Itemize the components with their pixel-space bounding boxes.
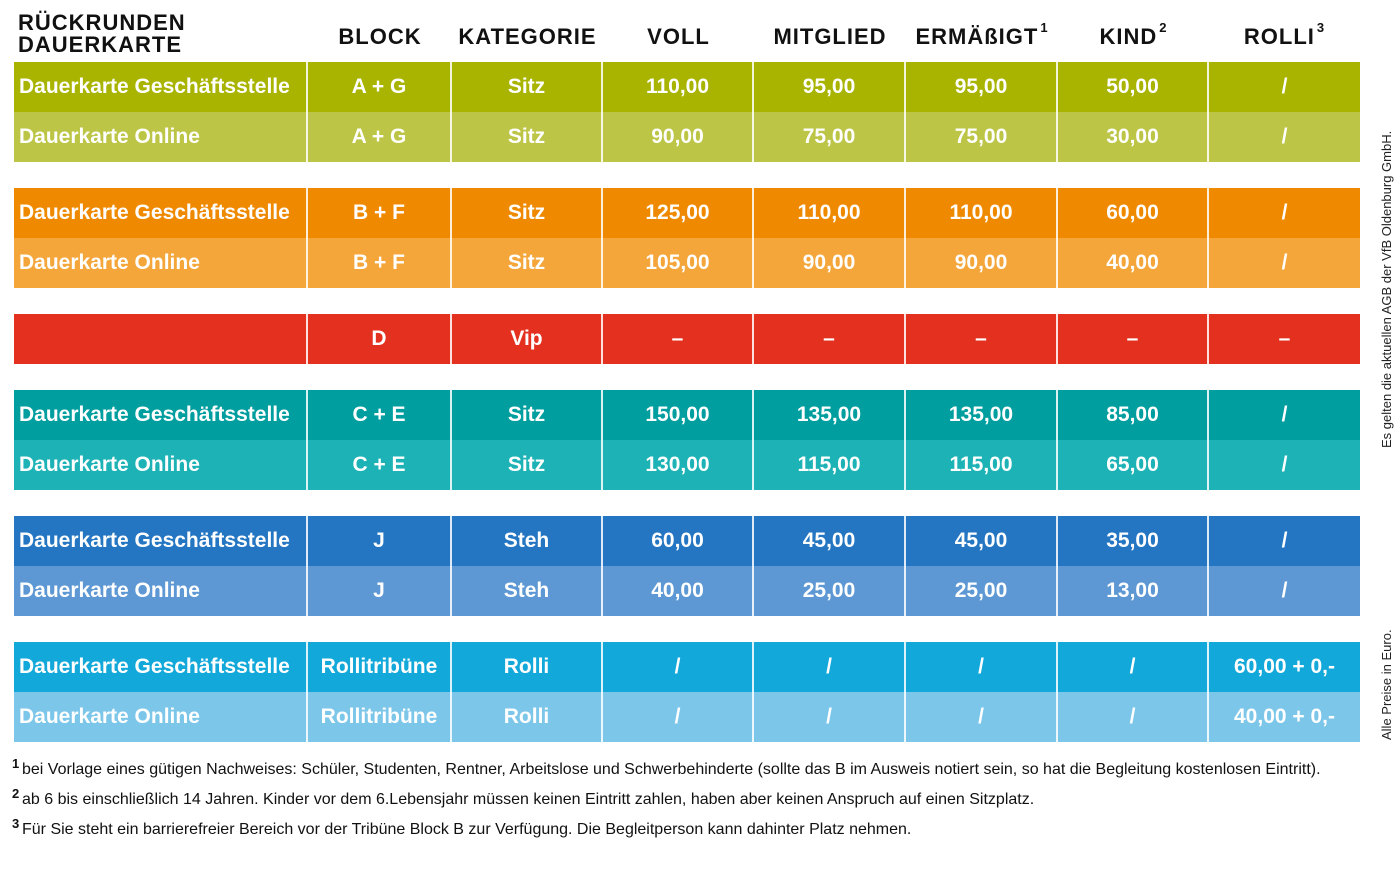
table-cell: A + G	[308, 112, 452, 162]
table-cell: 85,00	[1058, 390, 1209, 440]
table-cell: Rollitribüne	[308, 642, 452, 692]
table-row	[14, 62, 1360, 112]
table-cell: /	[1058, 642, 1209, 692]
table-cell: 95,00	[754, 62, 906, 112]
table-cell: A + G	[308, 62, 452, 112]
title-line-1: RÜCKRUNDEN	[18, 10, 186, 35]
table-cell: 45,00	[754, 516, 906, 566]
table-cell: 30,00	[1058, 112, 1209, 162]
table-cell: 75,00	[754, 112, 906, 162]
table-cell: 25,00	[906, 566, 1058, 616]
row-label: Dauerkarte Online	[14, 238, 308, 288]
table-cell: 110,00	[603, 62, 754, 112]
table-cell: D	[308, 314, 452, 364]
row-label	[14, 314, 308, 364]
table-cell: /	[1209, 188, 1360, 238]
table-cell: Sitz	[452, 112, 603, 162]
table-cell: /	[603, 692, 754, 742]
table-cell: J	[308, 566, 452, 616]
table-row	[14, 642, 1360, 692]
footnotes	[12, 756, 1364, 850]
table-row	[14, 112, 1360, 162]
footnote	[12, 786, 1364, 810]
table-cell: 50,00	[1058, 62, 1209, 112]
table-cell: Steh	[452, 566, 603, 616]
header-block: BLOCK	[338, 24, 422, 49]
table-cell: –	[1209, 314, 1360, 364]
agb-note: Es gelten die aktuellen AGB der VfB Oldenburg GmbH.	[1379, 130, 1394, 448]
table-row	[14, 238, 1360, 288]
table-cell: /	[754, 692, 906, 742]
footnote-text: Für Sie steht ein barrierefreier Bereich vor der Tribüne Block B zur Verfügung. Die Begleitperson kann dahinter Platz nehmen.	[22, 821, 912, 838]
table-cell: 125,00	[603, 188, 754, 238]
table-cell: 40,00	[603, 566, 754, 616]
table-row	[14, 566, 1360, 616]
table-cell: 150,00	[603, 390, 754, 440]
table-cell: /	[1209, 440, 1360, 490]
table-cell: /	[754, 642, 906, 692]
table-cell: 135,00	[754, 390, 906, 440]
table-cell: 75,00	[906, 112, 1058, 162]
table-cell: /	[906, 642, 1058, 692]
footnote-text: bei Vorlage eines gütigen Nachweises: Schüler, Studenten, Rentner, Arbeitslose und Schwerbehinderte (sollte das B im Ausweis notiert sein, so hat die Begleitung kostenlosen Eintritt).	[22, 761, 1321, 778]
table-cell: 115,00	[754, 440, 906, 490]
table-cell: /	[1209, 390, 1360, 440]
table-row	[14, 314, 1360, 364]
row-label: Dauerkarte Geschäftsstelle	[14, 188, 308, 238]
table-cell: C + E	[308, 390, 452, 440]
table-row	[14, 516, 1360, 566]
table-cell: Sitz	[452, 62, 603, 112]
table-cell: /	[1209, 516, 1360, 566]
table-cell: Sitz	[452, 440, 603, 490]
footnote-text: ab 6 bis einschließlich 14 Jahren. Kinder vor dem 6.Lebensjahr müssen keinen Eintritt zahlen, haben aber keinen Anspruch auf einen Sitzplatz.	[22, 791, 1035, 808]
header-rolli: ROLLI $^3$	[1243, 20, 1326, 49]
row-label: Dauerkarte Online	[14, 566, 308, 616]
table-cell: 105,00	[603, 238, 754, 288]
table-cell: /	[906, 692, 1058, 742]
table-cell: /	[1209, 62, 1360, 112]
table-cell: /	[1209, 566, 1360, 616]
header-voll: VOLL	[647, 24, 710, 49]
table-cell: B + F	[308, 188, 452, 238]
table-cell: J	[308, 516, 452, 566]
table-cell: Sitz	[452, 238, 603, 288]
table-cell: 110,00	[906, 188, 1058, 238]
title-line-2: DAUERKARTE	[18, 32, 182, 57]
table-cell: 60,00	[603, 516, 754, 566]
table-cell: /	[603, 642, 754, 692]
table-cell: 60,00	[1058, 188, 1209, 238]
table-header	[0, 0, 1360, 62]
footnote-number: 3	[12, 816, 20, 831]
table-cell: /	[1209, 112, 1360, 162]
table-cell: –	[906, 314, 1058, 364]
header-kind: KIND $^2$	[1099, 20, 1168, 49]
table-cell: 45,00	[906, 516, 1058, 566]
table-cell: Sitz	[452, 188, 603, 238]
table-cell: Rollitribüne	[308, 692, 452, 742]
table-cell: C + E	[308, 440, 452, 490]
table-cell: –	[1058, 314, 1209, 364]
header-mitglied: MITGLIED	[773, 24, 887, 49]
prices-note: Alle Preise in Euro.	[1379, 629, 1394, 740]
table-cell: 110,00	[754, 188, 906, 238]
table-cell: Sitz	[452, 390, 603, 440]
table-row	[14, 188, 1360, 238]
row-label: Dauerkarte Online	[14, 112, 308, 162]
table-cell: 95,00	[906, 62, 1058, 112]
table-cell: 40,00 + 0,-	[1209, 692, 1360, 742]
table-cell: 135,00	[906, 390, 1058, 440]
table-cell: 65,00	[1058, 440, 1209, 490]
row-label: Dauerkarte Online	[14, 440, 308, 490]
table-cell: 25,00	[754, 566, 906, 616]
table-cell: Steh	[452, 516, 603, 566]
table-cell: /	[1058, 692, 1209, 742]
table-cell: 115,00	[906, 440, 1058, 490]
row-label: Dauerkarte Geschäftsstelle	[14, 642, 308, 692]
footnote-number: 2	[12, 786, 20, 801]
table-cell: Vip	[452, 314, 603, 364]
table-cell: /	[1209, 238, 1360, 288]
table-cell: Rolli	[452, 642, 603, 692]
table-cell: 35,00	[1058, 516, 1209, 566]
footnote	[12, 756, 1364, 780]
header-ermaessigt: ERMÄßIGT $^1$	[915, 20, 1049, 49]
header-kategorie: KATEGORIE	[458, 24, 597, 49]
table-cell: –	[754, 314, 906, 364]
footnote	[12, 816, 1364, 840]
row-label: Dauerkarte Online	[14, 692, 308, 742]
table-row	[14, 692, 1360, 742]
table-cell: 90,00	[754, 238, 906, 288]
table-cell: –	[603, 314, 754, 364]
row-label: Dauerkarte Geschäftsstelle	[14, 62, 308, 112]
page-title	[18, 12, 186, 56]
table-cell: B + F	[308, 238, 452, 288]
table-cell: 13,00	[1058, 566, 1209, 616]
table-cell: 90,00	[906, 238, 1058, 288]
table-cell: 130,00	[603, 440, 754, 490]
table-cell: Rolli	[452, 692, 603, 742]
row-label: Dauerkarte Geschäftsstelle	[14, 516, 308, 566]
table-row	[14, 440, 1360, 490]
table-cell: 60,00 + 0,-	[1209, 642, 1360, 692]
footnote-number: 1	[12, 756, 20, 771]
table-cell: 40,00	[1058, 238, 1209, 288]
row-label: Dauerkarte Geschäftsstelle	[14, 390, 308, 440]
table-row	[14, 390, 1360, 440]
table-cell: 90,00	[603, 112, 754, 162]
